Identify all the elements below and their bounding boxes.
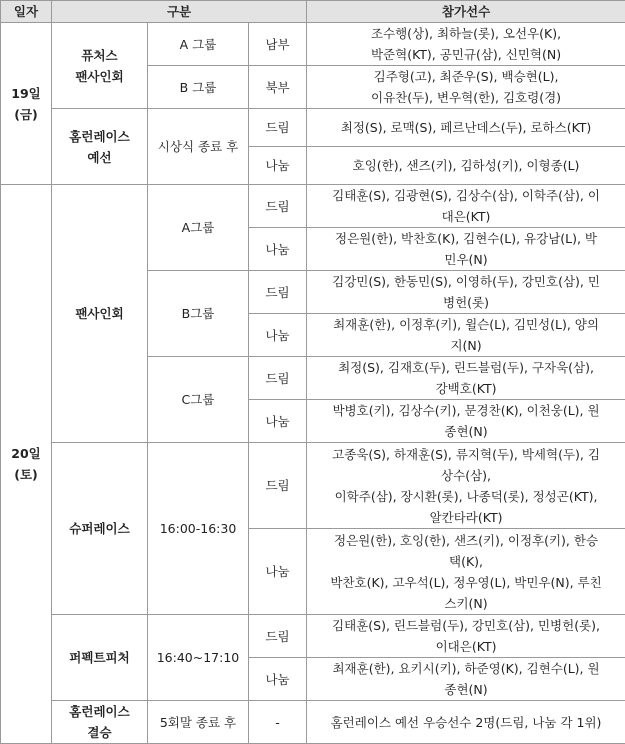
- hr-prelim-dream-players: 최정(S), 로맥(S), 페르난데스(두), 로하스(KT): [307, 109, 625, 147]
- futures-region-north: 북부: [249, 66, 307, 109]
- table-row: [1, 443, 625, 529]
- table-row: [1, 185, 625, 228]
- table-row: [1, 109, 625, 147]
- fansign-a-nanum-label: 나눔: [249, 228, 307, 271]
- table-row: [1, 615, 625, 658]
- hr-final-event: 홈런레이스 결승: [52, 701, 148, 744]
- hr-final-time: 5회말 종료 후: [148, 701, 249, 744]
- futures-fansign-event: 퓨처스 팬사인회: [52, 23, 148, 109]
- perfectpitcher-nanum-players: 최재훈(한), 요키시(키), 하준영(K), 김현수(L), 원 종현(N): [307, 658, 625, 701]
- header-category: 구분: [52, 1, 307, 23]
- hr-final-dash: -: [249, 701, 307, 744]
- hr-prelim-event: 홈런레이스 예선: [52, 109, 148, 185]
- fansign-group-b: B그룹: [148, 271, 249, 357]
- fansign-a-dream-players: 김태훈(S), 김광현(S), 김상수(삼), 이학주(삼), 이 대은(KT): [307, 185, 625, 228]
- fansign-group-a: A그룹: [148, 185, 249, 271]
- perfectpitcher-nanum-label: 나눔: [249, 658, 307, 701]
- hr-prelim-time: 시상식 종료 후: [148, 109, 249, 185]
- superrace-dream-label: 드림: [249, 443, 307, 529]
- fansign-a-nanum-players: 정은원(한), 박찬호(K), 김현수(L), 유강남(L), 박 민우(N): [307, 228, 625, 271]
- perfectpitcher-dream-label: 드림: [249, 615, 307, 658]
- header-row: [1, 1, 625, 23]
- fansign-group-c: C그룹: [148, 357, 249, 443]
- table-row: [1, 23, 625, 66]
- superrace-dream-players: 고종욱(S), 하재훈(S), 류지혁(두), 박세혁(두), 김 상수(삼), 이학주(삼), 장시환(롯), 나종덕(롯), 정성곤(KT), 알칸타라(KT): [307, 443, 625, 529]
- superrace-nanum-label: 나눔: [249, 529, 307, 615]
- day-20-cell: 20일 (토): [1, 185, 52, 744]
- perfectpitcher-dream-players: 김태훈(S), 린드블럼(두), 강민호(삼), 민병헌(롯), 이대은(KT): [307, 615, 625, 658]
- futures-group-b: B 그룹: [148, 66, 249, 109]
- fansign-b-nanum-label: 나눔: [249, 314, 307, 357]
- day-19-cell: 19일 (금): [1, 23, 52, 185]
- fansign-event: 팬사인회: [52, 185, 148, 443]
- table-row: [1, 701, 625, 744]
- superrace-event: 슈퍼레이스: [52, 443, 148, 615]
- futures-group-a-players: 조수행(상), 최하늘(롯), 오선우(K), 박준혁(KT), 공민규(삼), 신민혁(N): [307, 23, 625, 66]
- fansign-b-dream-label: 드림: [249, 271, 307, 314]
- superrace-time: 16:00-16:30: [148, 443, 249, 615]
- futures-group-a: A 그룹: [148, 23, 249, 66]
- header-date: 일자: [1, 1, 52, 23]
- superrace-nanum-players: 정은원(한), 호잉(한), 샌즈(키), 이정후(키), 한승 택(K), 박찬호(K), 고우석(L), 정우영(L), 박민우(N), 루친 스키(N): [307, 529, 625, 615]
- fansign-c-dream-players: 최정(S), 김재호(두), 린드블럼(두), 구자욱(삼), 강백호(KT): [307, 357, 625, 400]
- futures-region-south: 남부: [249, 23, 307, 66]
- fansign-c-nanum-players: 박병호(키), 김상수(키), 문경찬(K), 이천웅(L), 원 종현(N): [307, 400, 625, 443]
- hr-prelim-nanum-label: 나눔: [249, 147, 307, 185]
- fansign-b-nanum-players: 최재훈(한), 이정후(키), 윌슨(L), 김민성(L), 양의 지(N): [307, 314, 625, 357]
- hr-prelim-dream-label: 드림: [249, 109, 307, 147]
- perfectpitcher-time: 16:40~17:10: [148, 615, 249, 701]
- perfectpitcher-event: 퍼펙트피처: [52, 615, 148, 701]
- hr-final-players: 홈런레이스 예선 우승선수 2명(드림, 나눔 각 1위): [307, 701, 625, 744]
- hr-prelim-nanum-players: 호잉(한), 샌즈(키), 김하성(키), 이형종(L): [307, 147, 625, 185]
- fansign-c-nanum-label: 나눔: [249, 400, 307, 443]
- header-players: 참가선수: [307, 1, 625, 23]
- futures-group-b-players: 김주형(고), 최준우(S), 백승현(L), 이유찬(두), 변우혁(한), 김호령(경): [307, 66, 625, 109]
- fansign-a-dream-label: 드림: [249, 185, 307, 228]
- fansign-b-dream-players: 김강민(S), 한동민(S), 이영하(두), 강민호(삼), 민 병헌(롯): [307, 271, 625, 314]
- fansign-c-dream-label: 드림: [249, 357, 307, 400]
